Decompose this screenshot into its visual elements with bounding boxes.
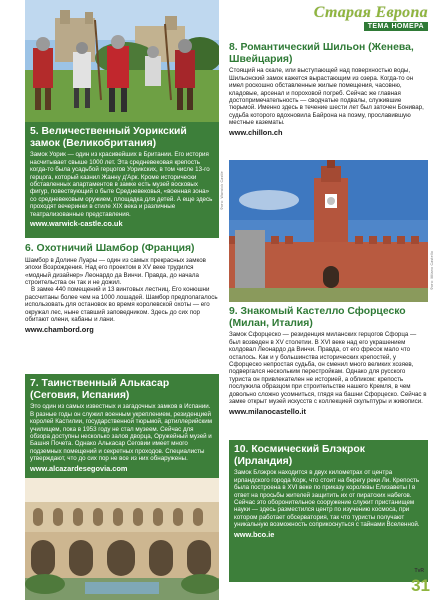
item-6-url[interactable]: www.chambord.org <box>25 324 94 334</box>
item-8-title: 8. Романтический Шильон (Женева, Швейцария) <box>229 42 414 65</box>
item-10-block <box>229 440 428 582</box>
item-10-body: Замок Блэкрок находится в двух километрах от центра ирландского города Корк, что стоит на берегу реки Ли. Крепость была построена в XVI веке по приказу королевы Елизаветы I в ответ на просьбы жителей защитить их от пиратских набегов. Сейчас это оборонительное сооружение служит пристанищем науки — здесь разместился центр по изучению космоса, при котором работает обсерватория, так что туристы получают уникальную возможность соприкоснуться с тайнами Вселенной. <box>234 469 420 529</box>
item-6-block <box>25 243 219 334</box>
alcazar-courtyard-photo <box>25 478 219 600</box>
item-7-url[interactable]: www.alcazardesegovia.com <box>30 463 128 473</box>
item-7-title: 7. Таинственный Алькасар (Сеговия, Испания) <box>30 378 170 401</box>
item-6-body: Шамбор в Долине Луары — один из самых прекрасных замков эпохи Возрождения. Над его проектом в XV веке трудился «модный дизайнер» Леонардо да Винчи. Правда, до начала строительства он так и не дожил. <box>25 256 206 286</box>
section-subtitle: ТЕМА НОМЕРА <box>364 22 428 31</box>
item-5-body: Замок Уорик — один из красивейших в Британии. Его история насчитывает свыше 1000 лет. Эта средневековая крепость когда-то была усадьбой герцогов Уорикских, в том числе 13-го герцога, который казнил Жанну д'Арк. Кроме исторически обставленных апартаментов в замке есть музей восковых фигур, повествующий о быте Средневековья, «военная зона» со средневековым оружием, площадка для детей. А еще здесь проходят вечеринки в стиле XIX века и различные театрализованные представления. <box>30 151 213 218</box>
item-7-block <box>25 374 219 478</box>
sforza-castle-photo <box>229 160 428 302</box>
item-9-url[interactable]: www.milanocastello.it <box>229 406 306 416</box>
warwick-knights-photo <box>25 0 219 122</box>
item-5-block <box>25 122 219 238</box>
item-6-body-2: В замке 440 помещений и 13 винтовых лестниц. Его конюшни рассчитаны более чем на 1000 лошадей. Шамбор предполагалось использовать для остановок во время королевской охоты — его окружал лес, ныне ставший заповедником. Здесь до сих пор обитают олени, кабаны и лани. <box>25 286 218 324</box>
item-8-body: Стоящий на скале, или выступающей над поверхностью воды, Шильонский замок кажется вырастающим из озера. Когда-то он имел роскошно обставленные жилые помещения, часовню, кладовые, арсенал и пороховой погреб. Сейчас же главная достопримечательность — сводчатые подвалы, служившие тюрьмой. Именно здесь в течение шести лет был заточен Бонивар, судьба которого вдохновила Байрона на поэму, прославившую местные казематы. <box>229 67 424 127</box>
photo-credit-left: Фото: Warwick Castle <box>220 171 224 210</box>
item-6-title: 6. Охотничий Шамбор (Франция) <box>25 243 195 254</box>
item-8-block <box>229 42 428 137</box>
item-7-body: Это один из самых известных и загадочных замков в Испании. В разные годы он служил военным укреплением, резиденцией королей Кастилии, государственной тюрьмой, артиллерийским училищем, пока в 1953 году не стал музеем. Сейчас для обзора доступны несколько залов дворца, Оружейный музей и Башня Почета. Однако Алькасар Сеговии имеет много подземных помещений и секретных проходов. Специалисты утверждают, что до сих пор не все из них обнаружены. <box>30 403 212 463</box>
item-5-title: 5. Величественный Уорикский замок (Великобритания) <box>30 126 187 149</box>
item-8-url[interactable]: www.chillon.ch <box>229 127 283 137</box>
page-number: 31 <box>411 576 430 595</box>
section-title: Старая Европа <box>313 4 428 21</box>
photo-credit-right: Фото: Milano Castello <box>430 250 434 290</box>
item-5-url[interactable]: www.warwick-castle.co.uk <box>30 219 123 229</box>
publisher-logo: TvR <box>414 568 424 574</box>
item-10-url[interactable]: www.bco.ie <box>234 529 275 539</box>
item-9-title: 9. Знакомый Кастелло Сфорцеско (Милан, Италия) <box>229 306 406 329</box>
item-9-block <box>229 306 428 416</box>
item-9-body: Замок Сфорцеско — резиденция миланских герцогов Сфорца — был возведен в XV столетии. В XVI веке над его украшением колдовал Леонардо да Винчи. Правда, от его фресок мало что осталось. Как и у большинства исторических крепостей, у Сфорцеско непростая судьба, он сменил много великих хозяев, подвергался нескольким перестройкам. Однако для русского туриста он привлекателен не историей, а обликом: крепость послужила образцом при строительстве нашего Кремля, в чем довольно сложно усомниться, глядя на башни Сфорцеско. Сейчас в замке открыт музей искусств с коллекцией скульптуры и живописи. <box>229 331 427 406</box>
item-10-title: 10. Космический Блэкрок (Ирландия) <box>234 444 365 467</box>
